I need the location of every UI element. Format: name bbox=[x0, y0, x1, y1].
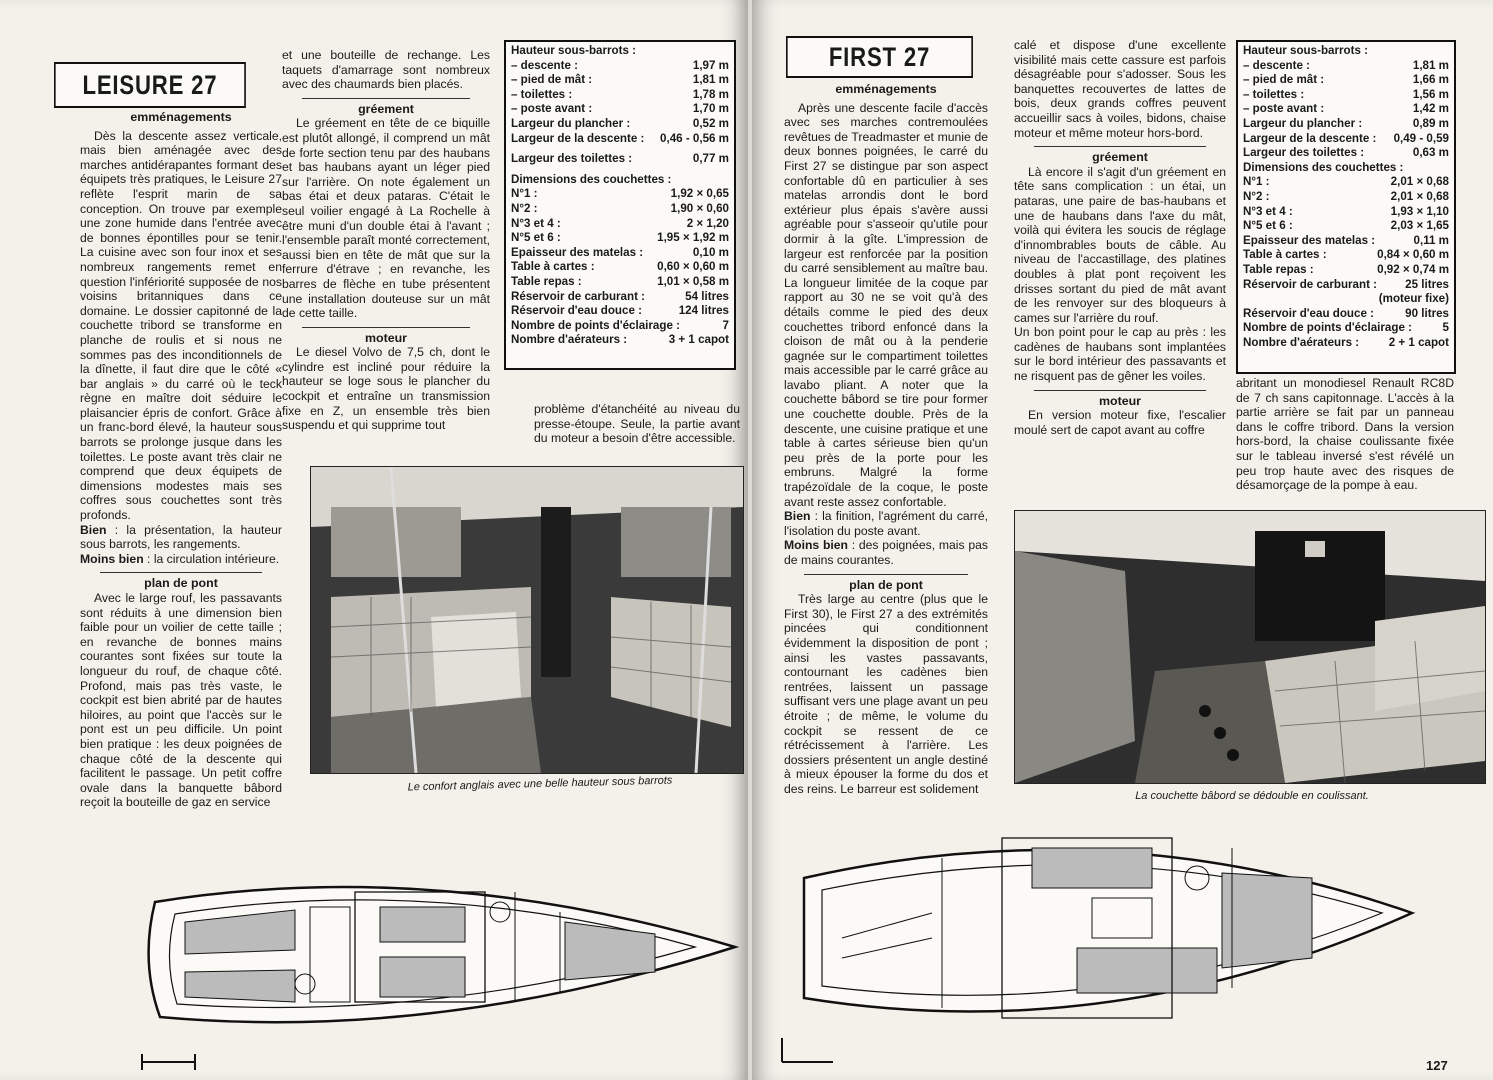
leisure-interior-photo bbox=[310, 466, 744, 774]
spec-label: – poste avant : bbox=[511, 102, 593, 116]
emmenagements-heading: emménagements bbox=[130, 110, 232, 124]
moteur-text-right: En version moteur fixe, l'escalier moulé sert de capot avant au coffre bbox=[1014, 408, 1226, 437]
spec-row bbox=[1243, 307, 1449, 322]
spec-value: 1,90 × 0,60 bbox=[670, 201, 729, 215]
spec-label: Largeur du plancher : bbox=[511, 116, 631, 130]
interior-photo-illustration-right bbox=[1015, 511, 1485, 783]
spec-label: – pied de mât : bbox=[511, 73, 593, 87]
first-27-title: FIRST 27 bbox=[786, 36, 973, 78]
plan-de-pont-heading-right: plan de pont bbox=[804, 574, 968, 593]
spec-value: 0,84 × 0,60 m bbox=[1377, 248, 1449, 262]
spec-label: N°5 et 6 : bbox=[1243, 219, 1293, 233]
spec-row bbox=[1243, 117, 1449, 132]
scale-bar-right bbox=[778, 1036, 838, 1066]
spec-value: 2,03 × 1,65 bbox=[1390, 219, 1449, 233]
spec-value: 0,92 × 0,74 m bbox=[1377, 262, 1449, 276]
emmenagements-text-right: Après une descente facile d'accès avec ses marches contremoulées revêtues de Treadmaster et munie de deux bonnes poignées, le carré du First 27 se distingue par son aspect confortable dû en particulier à ses matelas arrondis dont le bord extérieur plus épais s'avère aussi agréable pour s'asseoir qu'utile pour dormir à la gîte. L'impression de largeur est renforcée par la position du carré sensiblement au maître bau. La longueur limitée de la coque par rapport au 30 ne se voit qu'à des détails comme le pied des deux couchettes tribord enfoncé dans la cloison de mât ou à la penderie gagnée sur le compartiment toilettes mais accessible par le carré grâce au lavabo pliant. A noter que la couchette bâbord se tire pour former une couchette double. Près de la descente, une cuisine pratique et une table à cartes sérieuse bien qu'un peu près de la porte pour les embruns. Malgré la forme trapézoïdale de la coque, le poste avant reste assez confortable. bbox=[784, 100, 988, 509]
spec-row bbox=[511, 44, 729, 59]
spec-value: 0,60 × 0,60 m bbox=[657, 260, 729, 274]
first-interior-photo bbox=[1014, 510, 1486, 784]
spec-label: – toilettes : bbox=[511, 87, 573, 101]
first-deck-plan bbox=[792, 818, 1432, 1048]
spec-label: N°3 et 4 : bbox=[511, 216, 561, 230]
spec-row bbox=[1243, 175, 1449, 190]
spec-value: 0,89 m bbox=[1412, 116, 1449, 130]
spec-row bbox=[511, 173, 729, 188]
spec-row bbox=[511, 246, 729, 261]
spec-row bbox=[511, 275, 729, 290]
spec-label: Largeur de la descente : bbox=[511, 131, 645, 145]
leisure-spec-box bbox=[504, 40, 736, 370]
leisure-27-title: LEISURE 27 bbox=[54, 62, 246, 108]
spec-label: Table repas : bbox=[511, 274, 582, 288]
greement-text: Le gréement en tête de ce biquille est plutôt allongé, il comprend un mât de forte section tenu par des haubans et bas haubans ayant un léger pied sur l'arrière. On note également un bas étai et deux pataras. C'était le seul voilier engagé à La Rochelle à être muni d'un double étai à l'avant ; l'ensemble paraît monté correctement, aussi bien en tête de mât que sur la ferrure d'étrave ; en revanche, les barres de flèche en tube présentent une installation douteuse sur un mât de cette taille. bbox=[282, 116, 490, 321]
spec-value: 1,95 × 1,92 m bbox=[657, 231, 729, 245]
spec-label: Epaisseur des matelas : bbox=[511, 245, 644, 259]
spec-row bbox=[1243, 205, 1449, 220]
spec-row bbox=[1243, 263, 1449, 278]
spec-label: Réservoir de carburant : bbox=[511, 289, 646, 303]
interior-photo-illustration bbox=[311, 467, 743, 773]
spec-label: N°3 et 4 : bbox=[1243, 204, 1293, 218]
spec-row bbox=[1243, 146, 1449, 161]
spec-label: – toilettes : bbox=[1243, 87, 1305, 101]
spec-value: 124 litres bbox=[678, 304, 729, 318]
spec-label: – descente : bbox=[1243, 58, 1311, 72]
spec-value: 1,81 m bbox=[1412, 58, 1449, 72]
spec-row bbox=[1243, 59, 1449, 74]
leisure-photo-caption: Le confort anglais avec une belle hauteur sous barrots bbox=[407, 774, 673, 794]
moteur-continued: problème d'étanchéité au niveau du presse-étoupe. Seule, la partie avant du moteur a besoin d'être accessible. bbox=[534, 402, 740, 446]
col2-intro-text-right: calé et dispose d'une excellente visibilité mais cette cassure est parfois désagréable pour s'adosser. Sous les banquettes recouvertes de lattes de bois, deux grands coffres peuvent accueillir sacs à voiles, bidons, chaise moteur et même moteur hors-bord. bbox=[1014, 38, 1226, 140]
spec-value: 1,92 × 0,65 bbox=[670, 187, 729, 201]
greement-text2-right: Un bon point pour le cap au près : les cadènes de haubans sont implantées sur le bord intérieur des passavants et ne risquent pas de gêner les voiles. bbox=[1014, 325, 1226, 384]
spec-row bbox=[1243, 73, 1449, 88]
spec-row bbox=[511, 333, 729, 348]
spec-row bbox=[1243, 190, 1449, 205]
spec-row bbox=[511, 117, 729, 132]
moteur-heading-right: moteur bbox=[1034, 390, 1206, 409]
spec-row bbox=[511, 304, 729, 319]
spec-value: 0,46 - 0,56 m bbox=[660, 131, 729, 145]
spec-label: N°5 et 6 : bbox=[511, 231, 561, 245]
spec-row bbox=[1243, 44, 1449, 59]
spec-value: 2,01 × 0,68 bbox=[1390, 189, 1449, 203]
spec-row bbox=[511, 59, 729, 74]
spec-value: 0,10 m bbox=[692, 245, 729, 259]
spec-row bbox=[511, 88, 729, 103]
spec-value: 90 litres bbox=[1405, 306, 1449, 320]
spec-label: Réservoir d'eau douce : bbox=[511, 304, 642, 318]
spec-value: 0,52 m bbox=[692, 116, 729, 130]
spec-label: – pied de mât : bbox=[1243, 73, 1325, 87]
bien-line: Bien : la présentation, la hauteur sous barrots, les rangements. bbox=[80, 522, 282, 552]
spec-value: 0,49 - 0,59 bbox=[1393, 131, 1449, 145]
spec-label: Hauteur sous-barrots : bbox=[1243, 44, 1368, 57]
emmenagements-text: Dès la descente assez verticale, mais bien aménagée avec des marches antidérapantes formant des équipets très pratiques, le Leisure 27 reflète l'esprit marin de sa conception. On trouve par exemple une zone humide dans l'entrée avec de bonnes épontilles pour se tenir. La cuisine avec son four inox et ses nombreux rangements remet en question l'infériorité supposée de nos voisins britanniques dans ce domaine. Le dossier capitonné de la couchette tribord se transforme en planche de roulis et si nous ne sommes pas des inconditionnels de la dînette, il faut dire que le côté « bar anglais » du carré où le teck règne en maître doit séduire le plaisancier épris de confort. Grâce à un franc-bord élevé, la hauteur sous barrots se prolonge jusque dans les toilettes. Le poste avant très clair ne comprend que deux équipets de dimensions modestes mais ses coffres sous couchettes sont très profonds. bbox=[80, 128, 282, 523]
plan-de-pont-heading: plan de pont bbox=[100, 572, 262, 591]
spec-label: N°2 : bbox=[1243, 189, 1270, 203]
spec-label: Nombre d'aérateurs : bbox=[1243, 335, 1360, 349]
spec-label: Nombre de points d'éclairage : bbox=[511, 318, 680, 332]
spec-row bbox=[511, 260, 729, 275]
spec-label: Réservoir de carburant : bbox=[1243, 277, 1378, 291]
plan-de-pont-text: Avec le large rouf, les passavants sont réduits à une dimension bien faible pour un voilier de cette taille ; en revanche de bonnes mains courantes sont fixées sur toute la longueur du rouf, de chaque côté. Profond, mais pas très vaste, le cockpit est bien abrité par de hautes hiloires, au point que l'accès sur le pont est un peu difficile. Un point bien pratique : les deux poignées de chaque côté de la descente qui facilitent le passage. Un petit coffre ovale dans la banquette bâbord reçoit la bouteille de gaz en service bbox=[80, 591, 282, 810]
spec-row bbox=[511, 132, 729, 147]
spec-row bbox=[511, 217, 729, 232]
spec-row bbox=[511, 319, 729, 334]
page-number: 127 bbox=[1426, 1058, 1448, 1073]
greement-heading: gréement bbox=[302, 98, 470, 117]
spec-value: 2,01 × 0,68 bbox=[1390, 175, 1449, 189]
first-photo-caption: La couchette bâbord se dédouble en coulissant. bbox=[1135, 790, 1369, 802]
emmenagements-heading-right: emménagements bbox=[835, 82, 937, 96]
spec-label: Dimensions des couchettes : bbox=[1243, 160, 1404, 174]
spec-label: Table à cartes : bbox=[1243, 248, 1327, 262]
right-page bbox=[752, 0, 1493, 1080]
spec-label: Table à cartes : bbox=[511, 260, 595, 274]
moteur-heading: moteur bbox=[302, 327, 470, 346]
spec-label: – poste avant : bbox=[1243, 102, 1325, 116]
first-spec-box bbox=[1236, 40, 1456, 374]
spec-value: 5 bbox=[1442, 321, 1449, 335]
spec-row bbox=[1243, 132, 1449, 147]
spec-label: Epaisseur des matelas : bbox=[1243, 233, 1376, 247]
spec-value: 2 + 1 capot bbox=[1388, 335, 1449, 349]
spec-label: Nombre d'aérateurs : bbox=[511, 333, 628, 347]
spec-label: N°1 : bbox=[1243, 175, 1270, 189]
spec-value: 25 litres bbox=[1405, 277, 1449, 291]
spec-value: 0,77 m bbox=[692, 152, 729, 166]
spec-row bbox=[511, 102, 729, 117]
moteur-continued-right: abritant un monodiesel Renault RC8D de 7 ch sans capitonnage. L'accès à la partie arrière se fait par un panneau dans le coffre tribord. Dans la version hors-bord, la chaise coulissante fixée sur le tableau inversé s'est révélé un peu trop haute avec des risques de désamorçage de la pompe à eau. bbox=[1236, 376, 1454, 493]
moins-bien-line-right: Moins bien : des poignées, mais pas de mains courantes. bbox=[784, 538, 988, 567]
spec-label: Largeur des toilettes : bbox=[1243, 146, 1365, 160]
spec-row bbox=[1243, 219, 1449, 234]
spec-label: Nombre de points d'éclairage : bbox=[1243, 321, 1412, 335]
greement-text-right: Là encore il s'agit d'un gréement en tête sans complication : un étai, un pataras, une paire de bas-haubans et une de haubans dans l'axe du mât, voilà qui évitera les soucis de réglage d'innombrables bouts de câble. Au niveau de l'accastillage, des platines doubles à plat pont reçoivent les drisses sortant du pied de mât avant de les renvoyer sur des bloqueurs à cames sur l'arrière du rouf. bbox=[1014, 164, 1226, 325]
spec-row bbox=[1243, 234, 1449, 249]
spec-label: Réservoir d'eau douce : bbox=[1243, 306, 1374, 320]
spec-value: 1,78 m bbox=[692, 87, 729, 101]
spec-row bbox=[1243, 321, 1449, 336]
right-col-1 bbox=[784, 80, 988, 797]
left-col-2 bbox=[282, 48, 490, 433]
spec-label: Hauteur sous-barrots : bbox=[511, 44, 636, 57]
spec-value: 1,66 m bbox=[1412, 73, 1449, 87]
greement-heading-right: gréement bbox=[1034, 146, 1206, 165]
spec-value: 7 bbox=[722, 318, 729, 332]
spec-row bbox=[1243, 336, 1449, 351]
spec-label: Table repas : bbox=[1243, 262, 1314, 276]
plan-de-pont-text-right: Très large au centre (plus que le First 30), le First 27 a des extrémités pincées qui conditionnent évidemment la disposition de pont ; ainsi les vastes passavants, contournant les cadènes bien rentrées, laissent un passage suffisant vers une plage avant un peu étroite ; de même, le volume du cockpit se ressent de ce rétrécissement à l'arrière. Les dossiers présentent un angle destiné à mieux épouser la forme du dos et des reins. Le barreur est solidement bbox=[784, 592, 988, 796]
spec-value: 1,42 m bbox=[1412, 102, 1449, 116]
spec-value: (moteur fixe) bbox=[1378, 292, 1449, 306]
leisure-deck-plan bbox=[135, 852, 748, 1052]
spec-row bbox=[511, 187, 729, 202]
spec-value: 1,70 m bbox=[692, 102, 729, 116]
spec-value: 0,63 m bbox=[1412, 146, 1449, 160]
spec-row bbox=[1243, 292, 1449, 307]
bien-line-right: Bien : la finition, l'agrément du carré, l'isolation du poste avant. bbox=[784, 509, 988, 538]
spec-label: N°2 : bbox=[511, 201, 538, 215]
spec-value: 1,97 m bbox=[692, 58, 729, 72]
moteur-text: Le diesel Volvo de 7,5 ch, dont le cylindre est incliné pour réduire la hauteur se loge sous le plancher du cockpit et entraîne un transmission fixe en Z, un ensemble très bien suspendu et qui supprime tout bbox=[282, 345, 490, 433]
spec-value: 1,01 × 0,58 m bbox=[657, 274, 729, 288]
spec-value: 1,56 m bbox=[1412, 87, 1449, 101]
spec-value: 1,81 m bbox=[692, 73, 729, 87]
spec-label: – descente : bbox=[511, 58, 579, 72]
spec-value: 2 × 1,20 bbox=[686, 216, 729, 230]
spec-label: Largeur de la descente : bbox=[1243, 131, 1377, 145]
spec-row bbox=[1243, 161, 1449, 176]
moins-bien-line: Moins bien : la circulation intérieure. bbox=[80, 551, 280, 566]
spec-label: Largeur du plancher : bbox=[1243, 116, 1363, 130]
spec-row bbox=[511, 73, 729, 88]
spec-row bbox=[511, 231, 729, 246]
spec-row bbox=[1243, 102, 1449, 117]
spec-value: 1,93 × 1,10 bbox=[1390, 204, 1449, 218]
col2-intro-text: et une bouteille de rechange. Les taquets d'amarrage sont nombreux avec des chaumards bien placés. bbox=[282, 48, 490, 92]
spec-row bbox=[511, 290, 729, 305]
spec-label: Dimensions des couchettes : bbox=[511, 172, 672, 186]
spec-value: 54 litres bbox=[685, 289, 729, 303]
spec-row bbox=[511, 152, 729, 167]
spec-row bbox=[1243, 248, 1449, 263]
spec-row bbox=[511, 202, 729, 217]
spec-row bbox=[1243, 88, 1449, 103]
spec-row bbox=[1243, 278, 1449, 293]
left-col-1 bbox=[80, 108, 282, 810]
spec-value: 0,11 m bbox=[1413, 233, 1449, 247]
spec-value: 3 + 1 capot bbox=[668, 333, 729, 347]
spec-label: Largeur des toilettes : bbox=[511, 152, 633, 166]
spec-label: N°1 : bbox=[511, 187, 538, 201]
right-col-2 bbox=[1014, 38, 1226, 437]
scale-bar-left bbox=[140, 1052, 200, 1072]
